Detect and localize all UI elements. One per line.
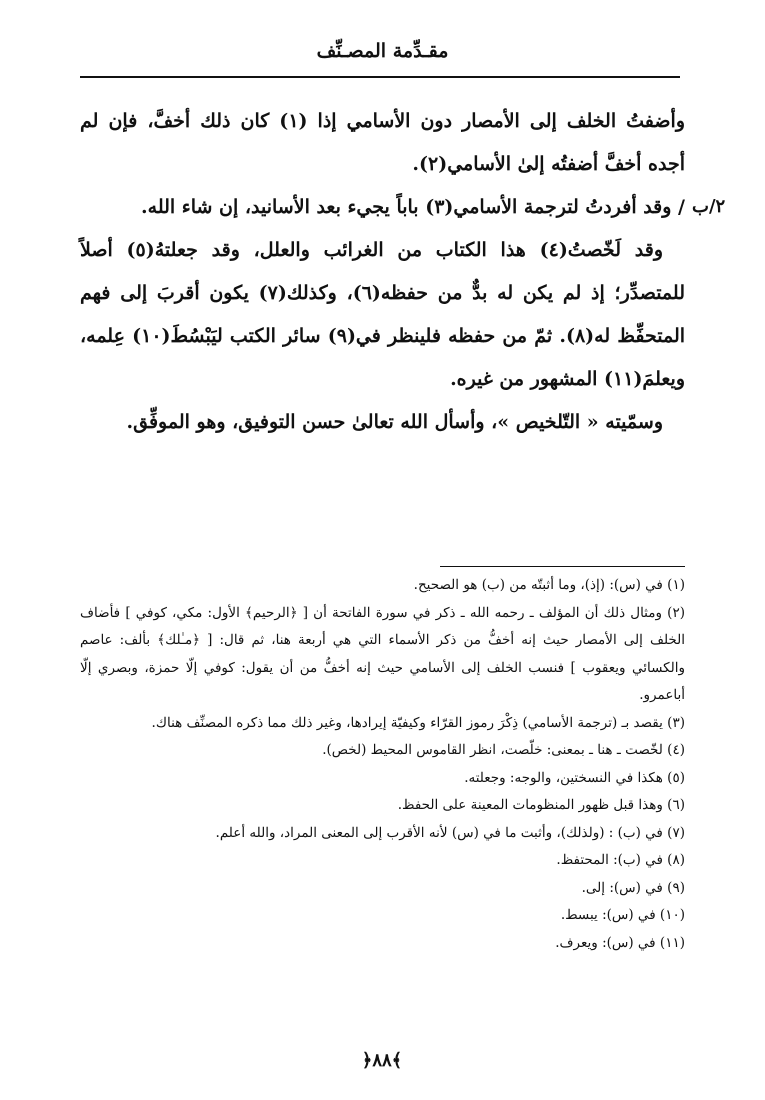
footnote-8: (٨) في (ب): المحتفظ. xyxy=(556,852,685,868)
body-paragraph-1: وأضفتُ الخلف إلى الأمصار دون الأسامي إذا (١) كان ذلك أخفَّ، فإن لم أجده أخفَّ أضفتُه إلىٰ الأسامي(٢). xyxy=(80,110,685,175)
footnote-5: (٥) هكذا في النسختين، والوجه: وجعلته. xyxy=(464,769,685,786)
header-rule xyxy=(80,76,680,78)
footnote-2: (٢) ومثال ذلك أن المؤلف ـ رحمه الله ـ ذكر في سورة الفاتحة أن [ ﴿الرحيم﴾ الأول: مكي، كوفي ] فأضاف الخلف إلى الأمصار حيث إنه أخفُّ من ذكر الأسماء التي هي أربعة هنا، ثم قال: [ ﴿مـٰلك﴾ بألف: عاصم والكسائي ويعقوب ] فنسب الخلف إلى الأسامي حيث إنه أخفُّ من أن يقول: كوفي إلّا حمزة، وبصري إلّا أباعمرو. xyxy=(80,604,685,703)
running-header: مقـدِّمة المصـنِّف xyxy=(316,40,449,62)
footnote-4: (٤) لخّصت ـ هنا ـ بمعنى: خلّصت، انظر القاموس المحيط (لخص). xyxy=(322,742,685,758)
footnote-separator xyxy=(440,566,685,567)
body-paragraph-3: وقد لَخّصتُ(٤) هذا الكتاب من الغرائب والعلل، وقد جعلتهُ(٥) أصلاً للمتصدِّر؛ إذ لم يكن له بدٌّ من حفظه(٦)، وكذلك(٧) يكون أقربَ إلى فهم المتحفِّظ له(٨). ثمّ من حفظه فلينظر في(٩) سائر الكتب ليَبْسُطَ(١٠) عِلمه، ويعلمَ(١١) المشهور من غيره. xyxy=(80,239,686,390)
footnote-6: (٦) وهذا قبل ظهور المنظومات المعينة على الحفظ. xyxy=(397,797,685,813)
footnote-9: (٩) في (س): إلى. xyxy=(581,879,685,896)
footnote-7: (٧) في (ب) : (ولذلك)، وأثبت ما في (س) لأنه الأقرب إلى المعنى المراد، والله أعلم. xyxy=(215,824,685,841)
footnote-10: (١٠) في (س): يبسط. xyxy=(560,907,685,923)
margin-folio-note: ٢/ب xyxy=(692,196,726,217)
body-paragraph-2: / وقد أفردتُ لترجمة الأسامي(٣) باباً يجيء بعد الأسانيد، إن شاء الله. xyxy=(141,196,685,218)
body-paragraph-4: وسمّيته « التّلخيص »، وأسأل الله تعالىٰ حسن التوفيق، وهو الموفِّق. xyxy=(126,411,663,433)
main-text xyxy=(80,100,685,444)
footnote-1: (١) في (س): (إذ)، وما أثبتّه من (ب) هو الصحيح. xyxy=(413,577,685,593)
footnote-11: (١١) في (س): ويعرف. xyxy=(555,934,685,951)
footnote-3: (٣) يقصد بـ (ترجمة الأسامي) ذِكْرَ رموز القرّاء وكيفيّة إيرادها، وغير ذلك مما ذكره المصنِّف هناك. xyxy=(151,714,685,731)
footnotes xyxy=(80,572,685,957)
page-number: ﴿٨٨﴾ xyxy=(361,1050,403,1071)
